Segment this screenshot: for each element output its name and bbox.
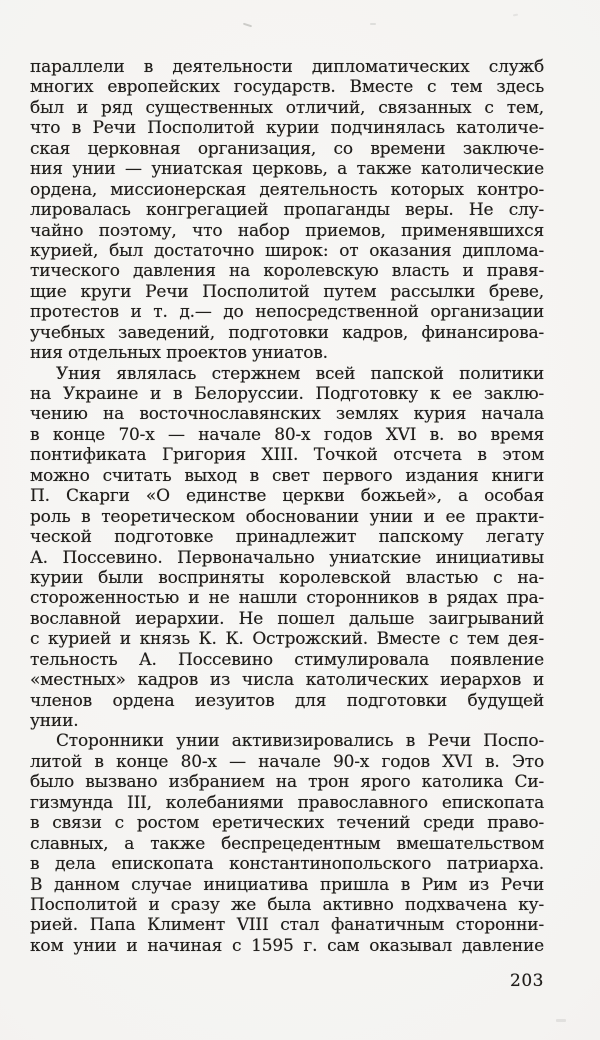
text-line: ческой подготовке принадлежит папскому легату — [30, 527, 544, 548]
scan-artifact — [513, 14, 518, 17]
text-line: можно считать выход в свет первого издания книги — [30, 465, 544, 486]
text-line: А. Поссевино. Первоначально униатские инициативы — [30, 547, 544, 568]
text-line: Посполитой и сразу же была активно подхвачена ку- — [30, 894, 544, 915]
text-line: роль в теоретическом обосновании унии и ее практи- — [30, 506, 544, 527]
text-line: В данном случае инициатива пришла в Рим из Речи — [30, 874, 544, 895]
text-line: понтификата Григория XIII. Точкой отсчета в этом — [30, 445, 544, 466]
text-line: в конце 70-х — начале 80-х годов XVI в. во время — [30, 424, 544, 445]
text-line: чению на восточнославянских землях курия начала — [30, 404, 544, 425]
text-line: славных, а также беспрецедентным вмешательством — [30, 833, 544, 854]
text-line: тического давления на королевскую власть и правя- — [30, 261, 544, 282]
page-number: 203 — [510, 971, 544, 991]
scan-artifact — [370, 23, 376, 25]
text-line: щие круги Речи Посполитой путем рассылки бреве, — [30, 281, 544, 302]
text-line: многих европейских государств. Вместе с тем здесь — [30, 77, 544, 98]
text-line: Уния являлась стержнем всей папской политики — [56, 363, 544, 384]
text-line: вославной иерархии. Не пошел дальше заигрываний — [30, 608, 544, 629]
text-line: лировалась конгрегацией пропаганды веры. Не слу- — [30, 200, 544, 221]
text-line: гизмунда III, колебаниями православного епископата — [30, 792, 544, 813]
text-line: ния унии — униатская церковь, а также католические — [30, 159, 544, 180]
text-line: членов ордена иезуитов для подготовки будущей — [30, 690, 544, 711]
scan-artifact — [556, 1019, 566, 1022]
text-line: П. Скарги «О единстве церкви божьей», а особая — [30, 486, 544, 507]
text-line: учебных заведений, подготовки кадров, финансирова- — [30, 322, 544, 343]
text-line: ордена, миссионерская деятельность которых контро- — [30, 179, 544, 200]
text-line: курией, был достаточно широк: от оказания диплома- — [30, 240, 544, 261]
text-line: в связи с ростом еретических течений среди право- — [30, 813, 544, 834]
text-line: Сторонники унии активизировались в Речи Поспо- — [56, 731, 544, 752]
text-line: чайно поэтому, что набор приемов, применявшихся — [30, 220, 544, 241]
text-line: было вызвано избранием на трон ярого католика Си- — [30, 772, 544, 793]
text-line: литой в конце 80-х — начале 90-х годов XVI в. Это — [30, 751, 544, 772]
text-line: ком унии и начиная с 1595 г. сам оказывал давление — [30, 935, 544, 956]
text-line: на Украине и в Белоруссии. Подготовку к ее заклю- — [30, 384, 544, 404]
text-line: «местных» кадров из числа католических иерархов и — [30, 670, 544, 691]
text-line: курии были восприняты королевской властью с на- — [30, 567, 544, 588]
text-line: с курией и князь К. К. Острожский. Вместе с тем дея- — [30, 629, 544, 650]
text-line: протестов и т. д.— до непосредственной организации — [30, 302, 544, 323]
text-line: что в Речи Посполитой курии подчинялась католиче- — [30, 118, 544, 139]
text-line: был и ряд существенных отличий, связанных с тем, — [30, 97, 544, 118]
text-line: ния отдельных проектов униатов. — [30, 343, 328, 364]
scan-artifact — [243, 23, 252, 28]
text-line: унии. — [30, 711, 79, 731]
text-line: рией. Папа Климент VIII стал фанатичным сторонни- — [30, 915, 544, 936]
text-line: в дела епископата константинопольского патриарха. — [30, 854, 544, 875]
text-line: стороженностью и не нашли сторонников в рядах пра- — [30, 588, 544, 609]
text-line: тельность А. Поссевино стимулировала появление — [30, 649, 544, 670]
text-line: ская церковная организация, со времени заключе- — [30, 138, 544, 159]
text-block — [30, 57, 544, 956]
text-line: параллели в деятельности дипломатических служб — [30, 57, 544, 77]
